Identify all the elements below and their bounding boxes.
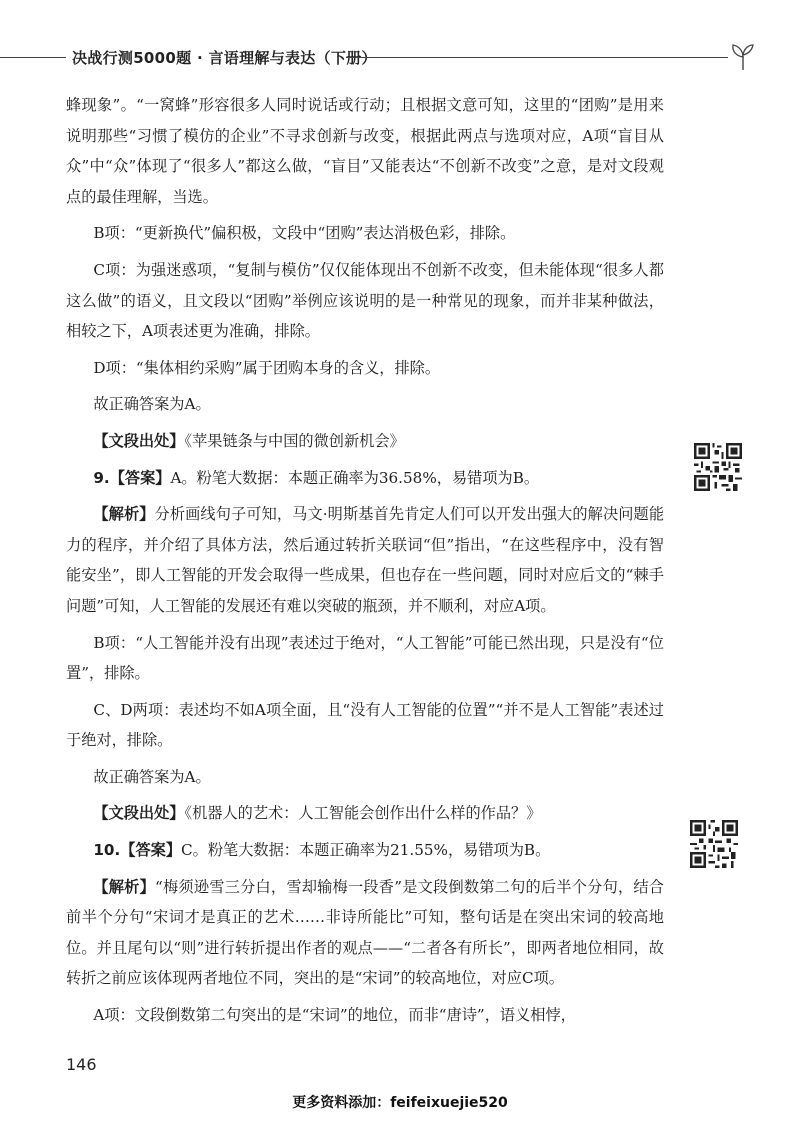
paragraph-tag: 9.【答案】 [93,468,171,487]
paragraph-text: 分析画线句子可知，马文·明斯基首先肯定人们可以开发出强大的解决问题能力的程序，并介绍了具体方法，然后通过转折关联词“但”指出，“在这些程序中，没有智能安坐”，即人工智能的开发会取得一些成果，但也存在一些问题，同时对应后文的“棘手问题”可知，人工智能的发展还有难以突破的瓶颈，并不顺利，对应A项。 [66,505,665,615]
paragraph-tag: 【文段出处】 [93,804,185,823]
paragraph [66,762,664,793]
paragraph [66,695,664,756]
footer-note: 更多资料添加：feifeixuejie520 [292,1095,508,1111]
paragraph [66,798,664,829]
paragraph-text: D项：“集体相约采购”属于团购本身的含义，排除。 [93,358,441,377]
paragraph-tag: 【解析】 [93,877,156,896]
paragraph-text: “梅须逊雪三分白，雪却输梅一段香”是文段倒数第二句的后半个分句，结合前半个分句“宋词才是真正的艺术……非诗所能比”可知，整句话是在突出宋词的较高地位。并且尾句以“则”进行转折提出作者的观点——“二者各有所长”，即两者地位相同，故转折之前应该体现两者地位不同，突出的是“宋词”的较高地位，对应C项。 [66,877,664,988]
qr-code-icon[interactable] [690,820,738,868]
paragraph-text: C、D两项：表述均不如A项全面，且“没有人工智能的位置”“并不是人工智能”表述过于绝对，排除。 [66,700,664,750]
paragraph-text: B项：“人工智能并没有出现”表述过于绝对，“人工智能”可能已然出现，只是没有“位置”，排除。 [66,633,664,683]
paragraph [66,353,664,384]
book-title: 决战行测5000题 · 言语理解与表达（下册） [72,49,377,67]
running-header [0,40,800,76]
leaf-sprout-icon [730,42,756,72]
paragraph-tag: 10.【答案】 [93,841,182,860]
paragraph [66,389,664,420]
paragraph [66,218,664,249]
paragraph-text: B项：“更新换代”偏积极，文段中“团购”表达消极色彩，排除。 [93,224,516,243]
paragraph [66,426,664,457]
paragraph [66,255,664,347]
paragraph [66,1000,664,1031]
paragraph [66,499,664,621]
paragraph-tag: 【文段出处】 [93,431,185,450]
page-number: 146 [66,1055,97,1074]
paragraph-tag: 【解析】 [93,505,155,524]
paragraph-text: 故正确答案为A。 [93,767,211,786]
paragraph [66,872,664,994]
paragraph-text: A。粉笔大数据：本题正确率为36.58%，易错项为B。 [170,468,540,487]
header-rule-left [0,57,66,58]
paragraph-text: 故正确答案为A。 [93,395,211,414]
paragraph-text: 《机器人的艺术：人工智能会创作出什么样的作品？》 [184,804,542,823]
paragraph [66,628,664,689]
header-rule-right [346,57,728,58]
paragraph-text: 《苹果链条与中国的微创新机会》 [184,431,405,450]
paragraph-text: C。粉笔大数据：本题正确率为21.55%，易错项为B。 [181,841,551,860]
qr-code-icon[interactable] [694,443,742,491]
paragraph-text: A项：文段倒数第二句突出的是“宋词”的地位，而非“唐诗”，语义相悖， [93,1006,576,1025]
paragraph [66,90,664,212]
paragraph [66,835,664,866]
paragraph [66,463,664,494]
paragraph-text: C项：为强迷惑项，“复制与模仿”仅仅能体现出不创新不改变，但未能体现“很多人都这么做”的语义，且文段以“团购”举例应该说明的是一种常见的现象，而并非某种做法，相较之下，A项表述更为准确，排除。 [66,260,664,341]
page-body [66,90,664,1037]
paragraph-text: 蜂现象”。“一窝蜂”形容很多人同时说话或行动；且根据文意可知，这里的“团购”是用来说明那些“习惯了模仿的企业”不寻求创新与改变，根据此两点与选项对应，A项“盲目从众”中“众”体现了“很多人”都这么做，“盲目”又能表达“不创新不改变”之意，是对文段观点的最佳理解，当选。 [66,96,664,206]
